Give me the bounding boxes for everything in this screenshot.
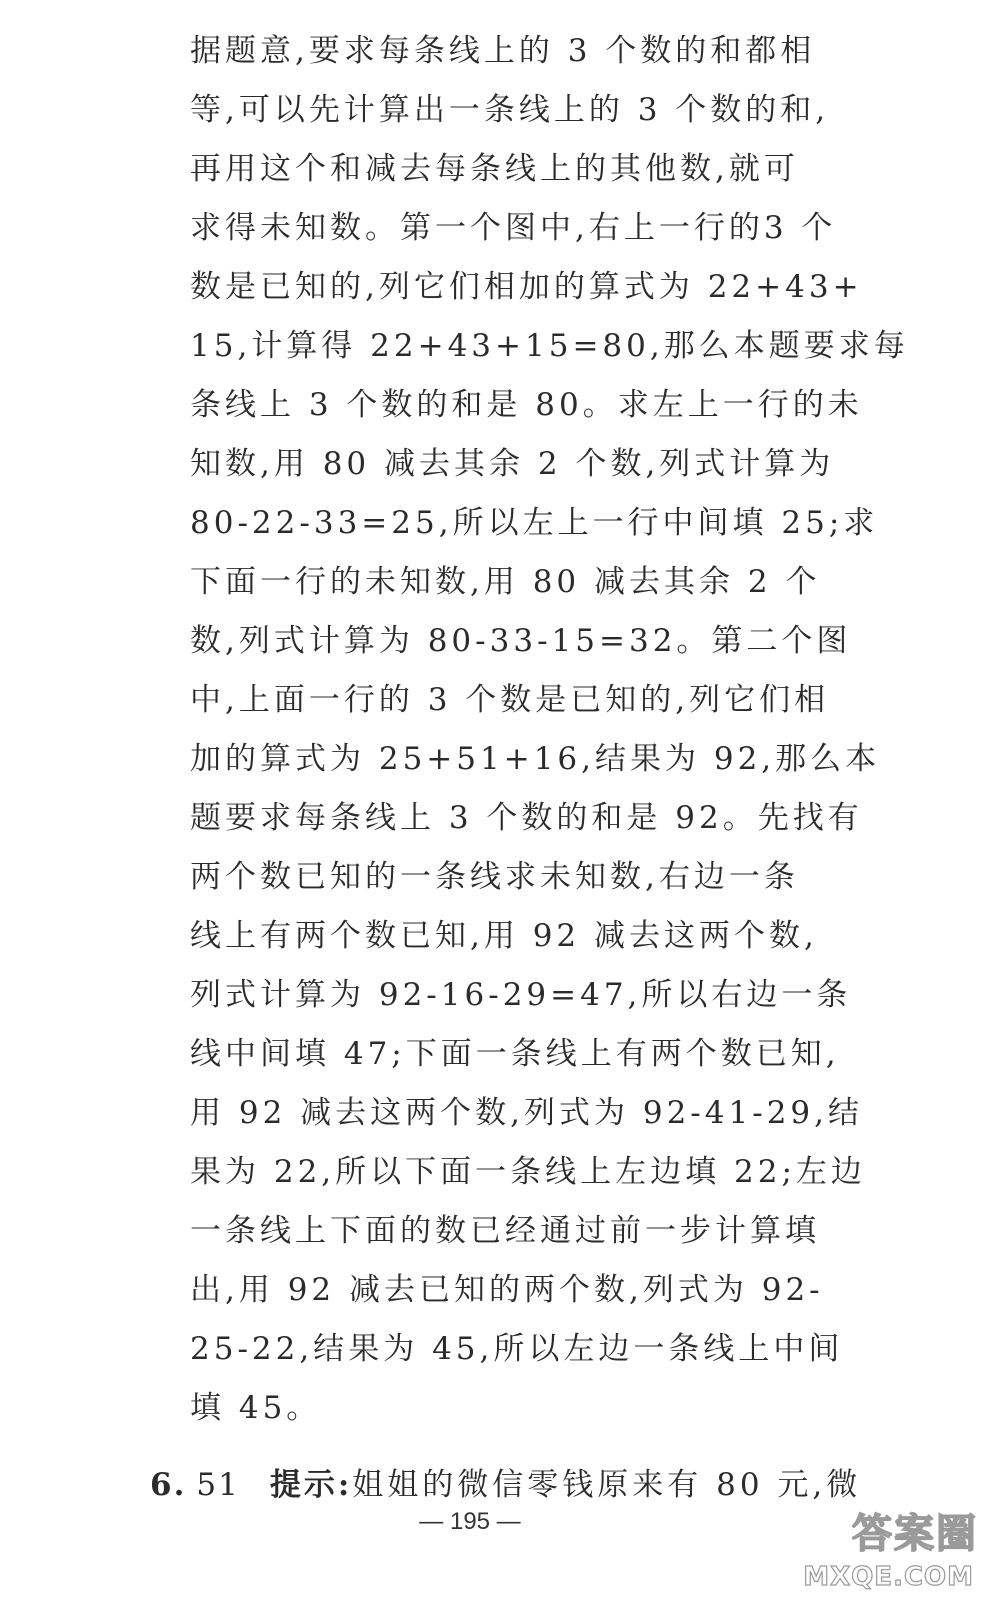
- paragraph-line: 线上有两个数已知,用 92 减去这两个数,: [190, 918, 818, 954]
- paragraph-line: 用 92 减去这两个数,列式为 92-41-29,结: [190, 1095, 864, 1131]
- watermark-url: MXQE.COM: [803, 1562, 974, 1592]
- explanation-paragraph: [190, 22, 909, 1438]
- paragraph-line: 题要求每条线上 3 个数的和是 92。先找有: [190, 800, 863, 836]
- paragraph-line: 80-22-33=25,所以左上一行中间填 25;求: [190, 505, 879, 541]
- watermark-title: 答案圈: [852, 1511, 978, 1557]
- paragraph-line: 两个数已知的一条线求未知数,右边一条: [190, 859, 799, 895]
- paragraph-line: 线中间填 47;下面一条线上有两个数已知,: [190, 1036, 840, 1072]
- paragraph-line: 数,列式计算为 80-33-15=32。第二个图: [190, 623, 852, 659]
- paragraph-line: 等,可以先计算出一条线上的 3 个数的和,: [190, 92, 830, 128]
- paragraph-line: 中,上面一行的 3 个数是已知的,列它们相: [190, 682, 830, 718]
- paragraph-line: 果为 22,所以下面一条线上左边填 22;左边: [190, 1154, 866, 1190]
- paragraph-line: 25-22,结果为 45,所以左边一条线上中间: [190, 1331, 844, 1367]
- watermark-logo: [803, 1502, 978, 1592]
- paragraph-line: 据题意,要求每条线上的 3 个数的和都相: [190, 33, 816, 69]
- item-number: 6.: [150, 1467, 187, 1503]
- paragraph-line: 求得未知数。第一个图中,右上一行的3 个: [190, 210, 837, 246]
- paragraph-line: 填 45。: [190, 1390, 322, 1426]
- paragraph-line: 再用这个和减去每条线上的其他数,就可: [190, 151, 799, 187]
- item-6-row: [150, 1456, 861, 1515]
- paragraph-line: 条线上 3 个数的和是 80。求左上一行的未: [190, 387, 863, 423]
- hint-label: 提示:: [269, 1467, 353, 1503]
- paragraph-line: 下面一行的未知数,用 80 减去其余 2 个: [190, 564, 821, 600]
- item-answer: 51: [196, 1467, 240, 1503]
- paragraph-line: 数是已知的,列它们相加的算式为 22+43+: [190, 269, 863, 305]
- paragraph-line: 一条线上下面的数已经通过前一步计算填: [190, 1213, 820, 1249]
- hint-text: 姐姐的微信零钱原来有 80 元,微: [352, 1467, 862, 1503]
- page-number: — 195 —: [419, 1508, 521, 1535]
- paragraph-line: 出,用 92 减去已知的两个数,列式为 92-: [190, 1272, 824, 1308]
- paragraph-line: 加的算式为 25+51+16,结果为 92,那么本: [190, 741, 881, 777]
- paragraph-line: 知数,用 80 减去其余 2 个数,列式计算为: [190, 446, 835, 482]
- paragraph-line: 列式计算为 92-16-29=47,所以右边一条: [190, 977, 852, 1013]
- paragraph-line: 15,计算得 22+43+15=80,那么本题要求每: [190, 328, 909, 364]
